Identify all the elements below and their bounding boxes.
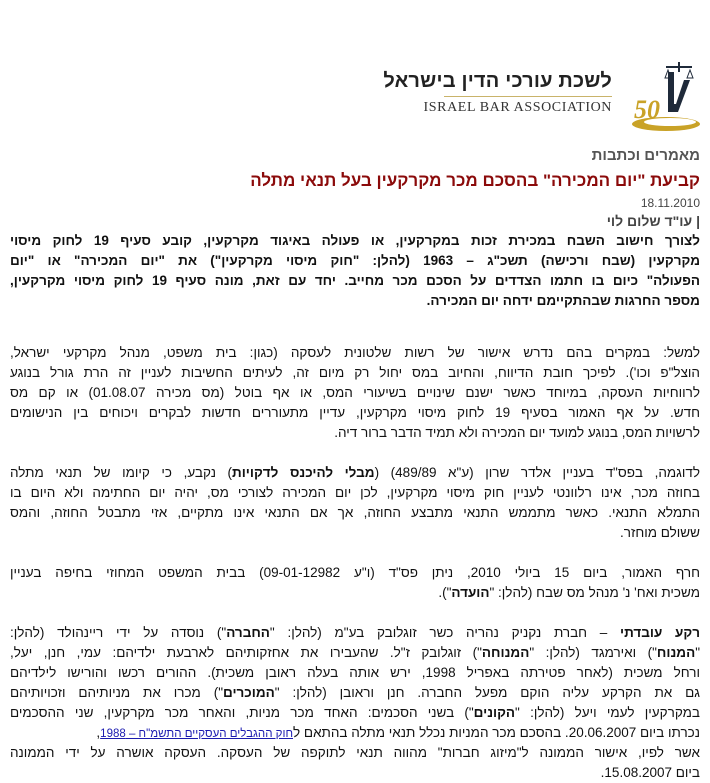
bold-run: רקע עובדתי [620, 625, 701, 640]
lead-line: מספר החרגות שבהתקיימם ידחה יום המכירה. [426, 293, 700, 308]
article-lead [10, 231, 700, 311]
bold-run: הועדה [451, 585, 490, 600]
antitrust-law-link[interactable]: חוק ההגבלים העסקיים התשמ"ח – 1988 [100, 728, 294, 740]
article-date: 18.11.2010 [640, 196, 700, 210]
text-run: ") זוגלובק ז"ל. שהעבירו את אחזקותיהם לארבעת ילדיהם: עמי, חנן, יעל, [10, 645, 482, 660]
paragraph-line [10, 683, 700, 703]
paragraph-line: התמלא התנאי. כאשר מתממש התנאי מתבצע החוזה, אך אם התנאי אינו מתקיים, אזי מתבטל החוזה, והמס [10, 505, 700, 520]
israel-bar-association-logo[interactable] [383, 60, 704, 140]
article-title: קביעת "יום המכירה" בהסכם מכר מקרקעין בעל תנאי מתלה [250, 171, 700, 190]
bold-run: מבלי להיכנס לדקויות [232, 465, 375, 480]
bold-run: הקונים [473, 705, 516, 720]
text-run: – חברת נקניק נהריה כשר זוגלובק בע"מ (להלן: " [269, 625, 621, 640]
paragraph-3 [10, 563, 700, 603]
bold-run: המוכרים [223, 685, 275, 700]
bold-run: החברה [226, 625, 270, 640]
text-run: נכרתו ביום 20.06.2007. בהסכם מכר המניות נכלל תנאי מתלה בהתאם ל [293, 725, 700, 740]
paragraph-line: ששולם מוחזר. [620, 525, 700, 540]
paragraph-line: למשל: במקרים בהם נדרש אישור של רשות שלטונית לעסקה (כגון: בית משפט, מנהל מקרקעי ישראל, [10, 345, 700, 360]
article-author: | עו"ד שלום לוי [606, 213, 700, 229]
logo-english-name: ISRAEL BAR ASSOCIATION [423, 100, 612, 115]
bold-run: המנוחה [481, 645, 530, 660]
text-run: משכית ואח' נ' מנהל מס שבח (להלן: " [489, 585, 700, 600]
paragraph-line: ביום 15.08.2007. [600, 765, 700, 780]
paragraph-line: לרווחיות העסקה, במיוחד כאשר ישנם שינויים בשיעורי המס, או אף בוטל (מס מכירה 01.08.07) או קם מס [10, 385, 700, 400]
logo-divider [444, 96, 612, 97]
text-run: "). [438, 585, 452, 600]
emblem-50-text: 50 [634, 95, 660, 124]
paragraph-line: אשר לפיו, אישור הממונה ל"מיזוג חברות" מהווה תנאי לתוקפה של העסקה. העסקה אושרה על ידי הממונה [10, 745, 700, 760]
paragraph-line [10, 623, 700, 643]
lead-line: לצורך חישוב השבח במכירת זכות במקרקעין, או פעולה באיגוד מקרקעין, קובע סעיף 19 לחוק מיסוי [10, 233, 700, 248]
paragraph-line: חרף האמור, ביום 15 ביולי 2010, ניתן פס"ד (ו"ע 09-01-12982) בבית המשפט המחוזי בחיפה בעניין [10, 565, 700, 580]
article [10, 144, 700, 783]
paragraph-line: לרשויות המס, בנוגע למועד יום המכירה ולא תמיד הדבר ברור דיה. [334, 425, 700, 440]
text-run: גם את הקרקע עליה הוקם מפעל החברה. חנן וראובן (להלן: " [274, 685, 700, 700]
text-run: , [96, 725, 101, 740]
text-run: ") בשני הסכמים: האחד מכר מניות, והאחר מכר מקרקעין, שני ההסכמים [10, 705, 474, 720]
text-run: ) נקבע, כי קיומו של תנאי מתלה [10, 465, 233, 480]
paragraph-line: הוצל"פ וכו'). לפיכך חובת הדיווח, והחיוב במס יחול רק מיום זה, לעיתים החשיבות לעניין זה הרת גורל בנוגע [10, 365, 700, 380]
paragraph-line [10, 703, 700, 723]
paragraph-line [10, 643, 700, 663]
paragraph-line: ורחל משכית (לאחר פטירתה באפריל 1998, ירש אותה בעלה ראובן משכית). ההורים רכשו והורישו לילדיהם [10, 665, 700, 680]
text-run: לדוגמה, בפס"ד בעניין אלדר שרון (ע"א 489/89) ( [374, 465, 701, 480]
lead-line: הפעולה" כיום בו חתמו הצדדים על הסכם מכר מחייב. יחד עם זאת, מונה סעיף 19 לחוק מיסוי מקרקעין, [10, 273, 701, 288]
text-run: ") ואירמגד (להלן: " [529, 645, 657, 660]
bar-association-emblem-icon [624, 60, 704, 140]
paragraph-1 [10, 343, 700, 443]
lead-line: מקרקעין (שבח ורכישה) תשכ"ג – 1963 (להלן: "חוק מיסוי מקרקעין") את "יום המכירה" או "יום [10, 253, 700, 268]
paragraph-line [10, 463, 700, 483]
text-run: ") מכרו את מניותיהם וזכויותיהם [10, 685, 223, 700]
paragraph-line: בחוזה מכר, אינו רלוונטי לעניין חוק מיסוי מקרקעין, לכן יום המכירה לצורכי מס, יהיה יום החתימה ולא היום בו [10, 485, 700, 500]
paragraph-2 [10, 463, 700, 543]
logo-hebrew-name: לשכת עורכי הדין בישראל [383, 70, 612, 92]
paragraph-line [10, 723, 700, 743]
text-run: ") נוסדה על ידי ריינהולד (להלן: [10, 625, 227, 640]
bold-run: המנוח [656, 645, 696, 660]
paragraph-line: חדש. על אף האמור בסעיף 19 לחוק מיסוי מקרקעין, עדיין מתעוררים חדשות לבקרים ויכוחים בין הנישומים [10, 405, 700, 420]
paragraph-4 [10, 623, 700, 783]
text-run: במקרקעין לעמי ויעל (להלן: " [515, 705, 700, 720]
paragraph-line [10, 583, 700, 603]
section-title: מאמרים וכתבות [591, 147, 700, 164]
text-run: " [695, 645, 700, 660]
